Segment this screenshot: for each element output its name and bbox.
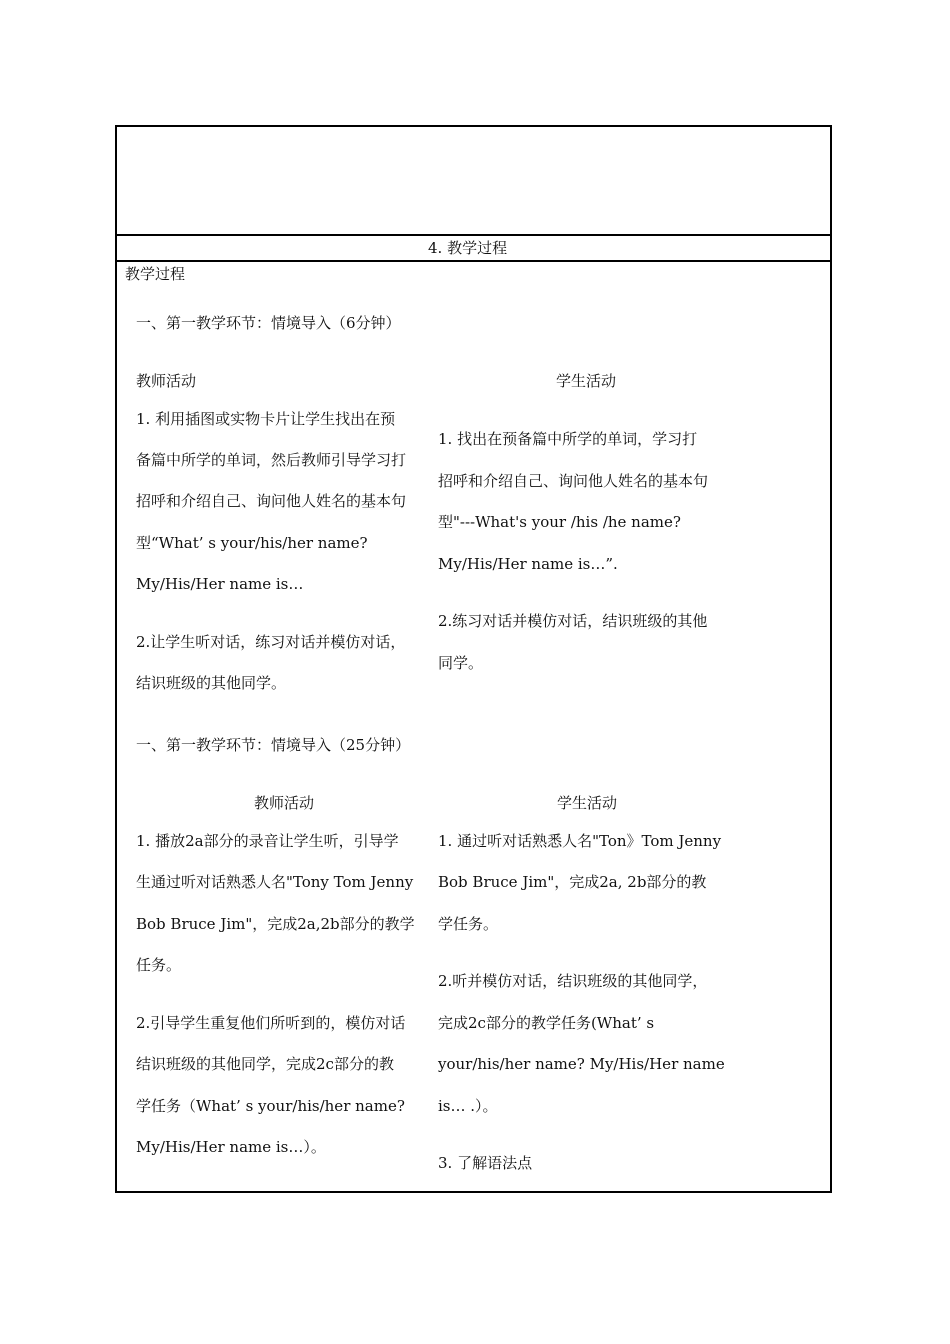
stage1-teacher-line: 2.让学生听对话，练习对话并模仿对话， bbox=[136, 633, 406, 651]
stage1-teacher-line: 备篇中所学的单词，然后教师引导学习打 bbox=[136, 451, 407, 469]
stage1-student-line: 同学。 bbox=[438, 654, 484, 672]
stage1-teacher-line: 1. 利用插图或实物卡片让学生找出在预 bbox=[136, 410, 396, 428]
stage2-student-line: 学任务。 bbox=[438, 915, 499, 933]
stage2-teacher-line: 任务。 bbox=[136, 956, 182, 974]
table-divider-header bbox=[117, 260, 830, 262]
stage2-student-line: 完成2c部分的教学任务(What’ s bbox=[438, 1014, 655, 1032]
stage1-title: 一、第一教学环节：情境导入（6分钟） bbox=[136, 314, 401, 332]
stage2-teacher-line: Bob Bruce Jim"，完成2a,2b部分的教学 bbox=[136, 915, 415, 933]
stage2-teacher-line: 结识班级的其他同学，完成2c部分的教 bbox=[136, 1055, 394, 1073]
stage2-title: 一、第一教学环节：情境导入（25分钟） bbox=[136, 736, 411, 754]
stage2-teacher-line: 2.引导学生重复他们所听到的，模仿对话 bbox=[136, 1014, 406, 1032]
stage1-student-line: 2.练习对话并模仿对话，结识班级的其他 bbox=[438, 612, 708, 630]
stage1-student-header: 学生活动 bbox=[556, 372, 617, 390]
stage2-teacher-line: 1. 播放2a部分的录音让学生听，引导学 bbox=[136, 832, 399, 850]
stage1-teacher-header: 教师活动 bbox=[136, 372, 197, 390]
stage2-student-line: 2.听并模仿对话，结识班级的其他同学， bbox=[438, 972, 708, 990]
stage1-student-line: My/His/Her name is…”. bbox=[438, 555, 618, 573]
stage2-teacher-line: 学任务（What’ s your/his/her name? bbox=[136, 1097, 405, 1115]
stage2-student-line: 3. 了解语法点 bbox=[438, 1154, 533, 1172]
stage2-student-line: 1. 通过听对话熟悉人名"Ton》Tom Jenny bbox=[438, 832, 722, 850]
stage2-student-header: 学生活动 bbox=[557, 794, 618, 812]
stage1-student-line: 招呼和介绍自己、询问他人姓名的基本句 bbox=[438, 472, 709, 490]
stage1-student-line: 1. 找出在预备篇中所学的单词，学习打 bbox=[438, 430, 698, 448]
stage2-teacher-line: 生通过听对话熟悉人名"Tony Tom Jenny bbox=[136, 873, 414, 891]
stage2-student-line: is… .）。 bbox=[438, 1097, 498, 1115]
table-divider-top bbox=[117, 234, 830, 236]
stage1-student-line: 型"---What's your /his /he name? bbox=[438, 513, 681, 531]
stage2-student-line: Bob Bruce Jim"，完成2a, 2b部分的教 bbox=[438, 873, 707, 891]
stage2-teacher-header: 教师活动 bbox=[254, 794, 315, 812]
stage2-student-line: your/his/her name? My/His/Her name bbox=[438, 1055, 725, 1073]
stage1-teacher-line: 结识班级的其他同学。 bbox=[136, 674, 287, 692]
stage1-teacher-line: My/His/Her name is… bbox=[136, 575, 304, 593]
section-header: 4. 教学过程 bbox=[428, 239, 508, 257]
heading: 教学过程 bbox=[125, 265, 186, 283]
stage1-teacher-line: 招呼和介绍自己、询问他人姓名的基本句 bbox=[136, 492, 407, 510]
stage2-teacher-line: My/His/Her name is…）。 bbox=[136, 1138, 326, 1156]
stage1-teacher-line: 型“What’ s your/his/her name? bbox=[136, 534, 368, 552]
